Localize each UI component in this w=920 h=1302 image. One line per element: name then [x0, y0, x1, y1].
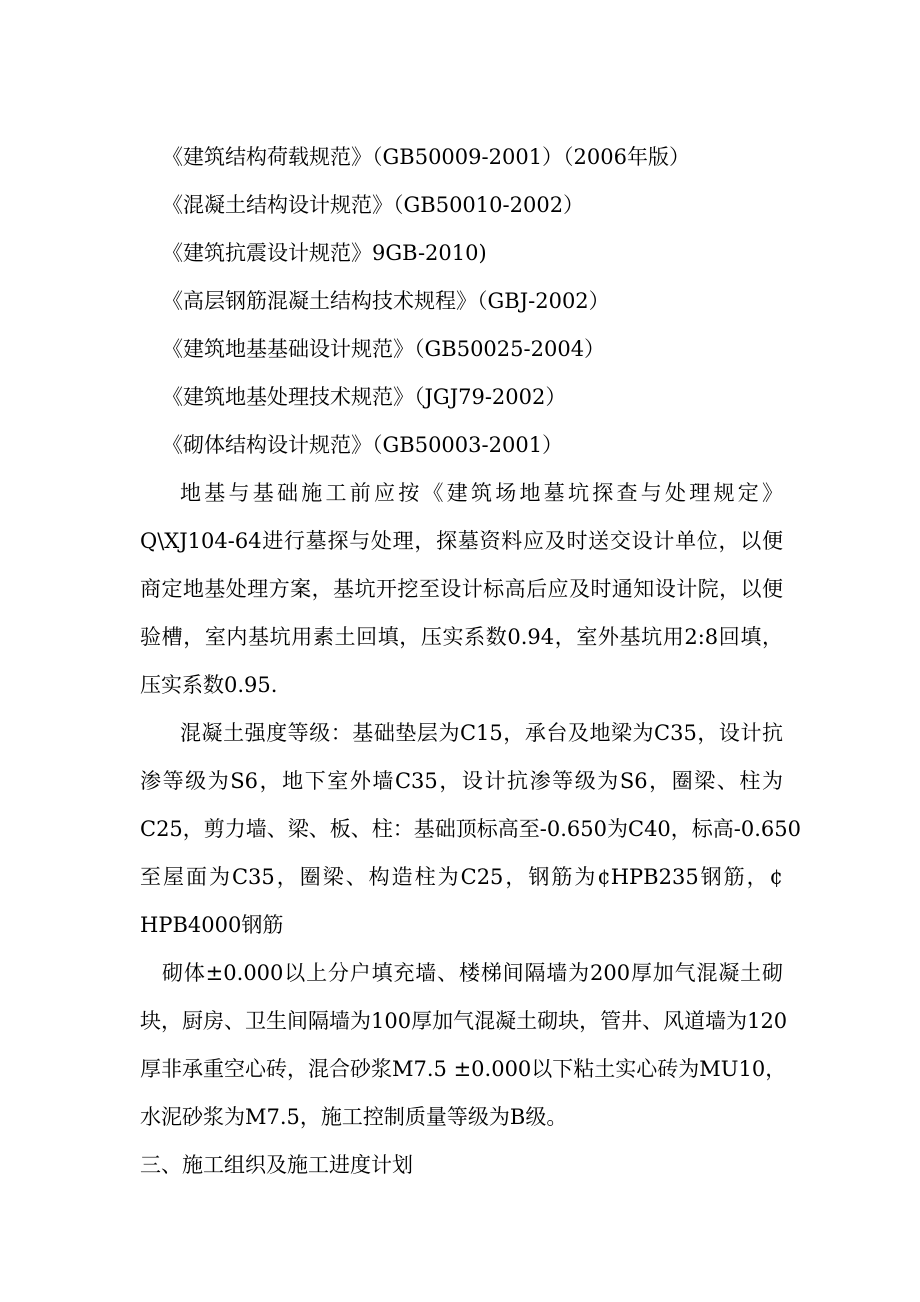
standard-item: 《建筑地基基础设计规范》（GB50025-2004） — [162, 337, 606, 361]
paragraph-line: 块，厨房、卫生间隔墙为100厚加气混凝土砌块，管井、风道墙为120 — [140, 1009, 788, 1033]
paragraph-line: 商定地基处理方案，基坑开挖至设计标高后应及时通知设计院，以便 — [140, 577, 783, 601]
paragraph-line: HPB4000钢筋 — [140, 913, 284, 937]
standard-item: 《砌体结构设计规范》（GB50003-2001） — [162, 433, 564, 457]
standard-item: 《建筑结构荷载规范》（GB50009-2001）（2006年版） — [162, 145, 690, 169]
section-heading: 三、施工组织及施工进度计划 — [140, 1153, 413, 1177]
paragraph-line: 地基与基础施工前应按《建筑场地墓坑探查与处理规定》 — [180, 481, 783, 505]
paragraph-line: C25，剪力墙、梁、板、柱：基础顶标高至-0.650为C40，标高-0.650 — [140, 817, 802, 841]
standard-item: 《高层钢筋混凝土结构技术规程》（GBJ-2002） — [162, 289, 610, 313]
paragraph-line: 渗等级为S6，地下室外墙C35，设计抗渗等级为S6，圈梁、柱为 — [140, 769, 783, 793]
paragraph-line: 混凝土强度等级：基础垫层为C15，承台及地梁为C35，设计抗 — [180, 721, 783, 745]
paragraph-line: 压实系数0.95. — [140, 673, 278, 697]
paragraph-line: 水泥砂浆为M7.5，施工控制质量等级为B级。 — [140, 1105, 568, 1129]
paragraph-line: Q\XJ104-64进行墓探与处理，探墓资料应及时送交设计单位，以便 — [140, 529, 783, 553]
standard-item: 《建筑抗震设计规范》9GB-2010) — [162, 241, 487, 265]
paragraph-line: 砌体±0.000以上分户填充墙、楼梯间隔墙为200厚加气混凝土砌 — [162, 961, 783, 985]
standard-item: 《混凝土结构设计规范》（GB50010-2002） — [162, 193, 585, 217]
paragraph-line: 验槽，室内基坑用素土回填，压实系数0.94，室外基坑用2:8回填， — [140, 625, 783, 649]
standard-item: 《建筑地基处理技术规范》（JGJ79-2002） — [162, 385, 567, 409]
paragraph-line: 厚非承重空心砖，混合砂浆M7.5 ±0.000以下粘土实心砖为MU10， — [140, 1057, 787, 1081]
paragraph-line: 至屋面为C35，圈梁、构造柱为C25，钢筋为¢HPB235钢筋，¢ — [140, 865, 783, 889]
